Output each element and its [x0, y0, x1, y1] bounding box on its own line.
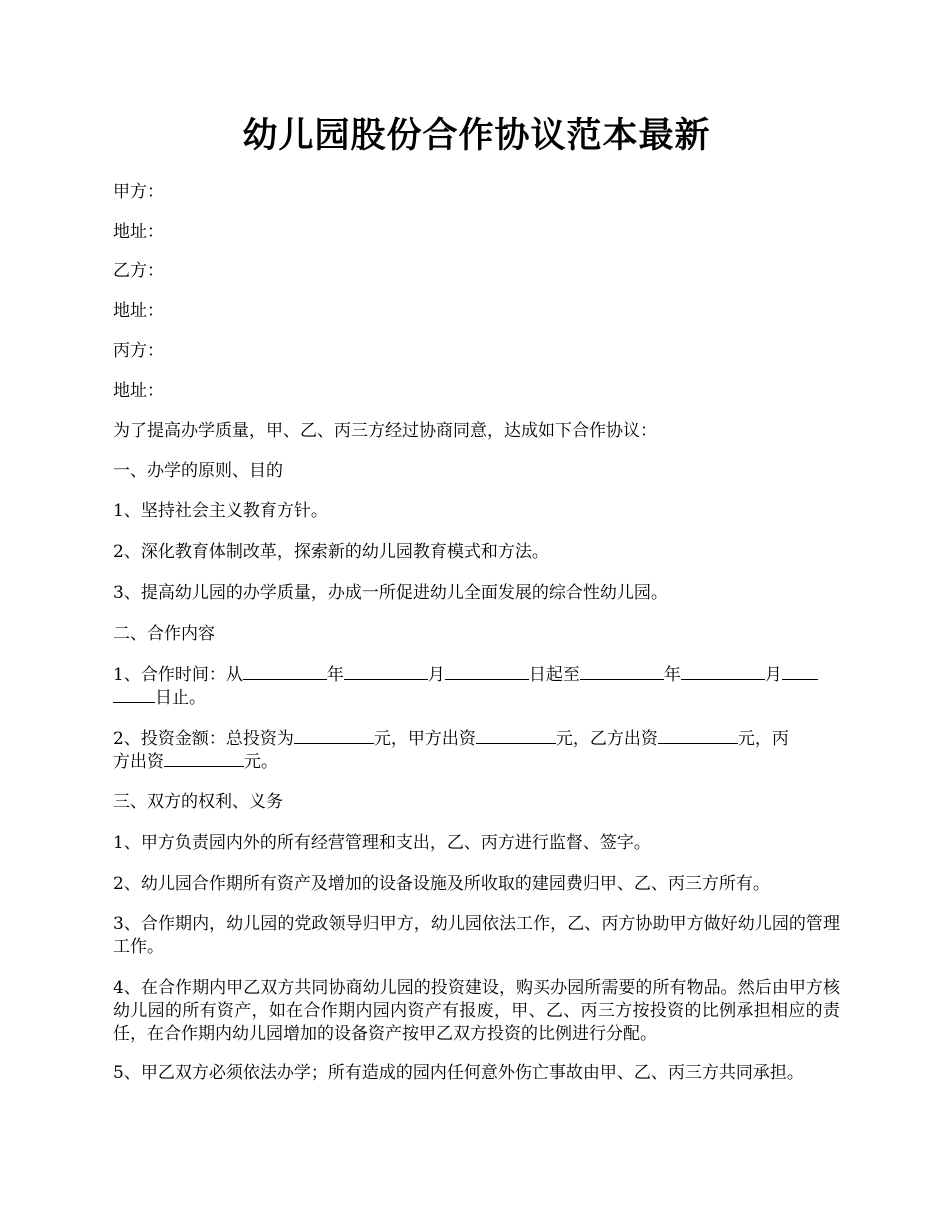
section-2-heading: 二、合作内容: [113, 624, 215, 644]
investment-line2-prefix: 方出资: [113, 752, 164, 772]
section-1-item: 2、深化教育体制改革，探索新的幼儿园教育模式和方法。: [113, 542, 549, 562]
investment-yuan-b: 元，乙方出资: [555, 729, 658, 749]
term-prefix: 1、合作时间：从: [113, 665, 243, 685]
term-month-1: 月: [427, 665, 445, 685]
section-1-item: 1、坚持社会主义教育方针。: [113, 501, 328, 521]
section-1-item: 3、提高幼儿园的办学质量，办成一所促进幼儿全面发展的综合性幼儿园。: [113, 583, 668, 603]
section-3-item: 1、甲方负责园内外的所有经营管理和支出，乙、丙方进行监督、签字。: [113, 833, 651, 853]
investment-line-1: [113, 726, 840, 751]
section-3-item: 3、合作期内，幼儿园的党政领导归甲方，幼儿园依法工作，乙、丙方协助甲方做好幼儿园的管理工作。: [113, 914, 840, 957]
section-3-item: 5、甲乙双方必须依法办学；所有造成的园内任何意外伤亡事故由甲、乙、丙三方共同承担。: [113, 1063, 804, 1083]
party-a-label: 甲方：: [113, 182, 164, 202]
intro-paragraph: 为了提高办学质量，甲、乙、丙三方经过协商同意，达成如下合作协议：: [113, 421, 657, 441]
section-1-heading: 一、办学的原则、目的: [113, 461, 283, 481]
party-b-address-label: 地址：: [113, 301, 164, 321]
start-month-blank[interactable]: [344, 662, 428, 680]
section-3-item: 4、在合作期内甲乙双方共同协商幼儿园的投资建设，购买办园所需要的所有物品。然后由甲方核幼儿园的所有资产，如在合作期内园内资产有报废，甲、乙、丙三方按投资的比例承担相应的责任，在合作期内幼儿园增加的设备资产按甲乙双方投资的比例进行分配。: [113, 978, 840, 1044]
party-a-investment-blank[interactable]: [476, 726, 556, 744]
party-c-address-label: 地址：: [113, 381, 164, 401]
investment-yuan-c: 元，丙: [737, 729, 789, 749]
investment-prefix: 2、投资金额：总投资为: [113, 729, 294, 749]
party-c-label: 丙方：: [113, 341, 164, 361]
investment-end: 元。: [244, 752, 278, 772]
investment-line-2: [113, 749, 840, 774]
end-day-blank-part-2[interactable]: [113, 685, 155, 703]
section-3-heading: 三、双方的权利、义务: [113, 792, 283, 812]
section-3-item: 2、幼儿园合作期所有资产及增加的设备设施及所收取的建园费归甲、乙、丙三方所有。: [113, 874, 770, 894]
end-day-blank-part-1[interactable]: [782, 662, 818, 680]
party-a-address-label: 地址：: [113, 222, 164, 242]
term-year-2: 年: [663, 665, 681, 685]
end-year-blank[interactable]: [580, 662, 664, 680]
term-end: 日止。: [155, 688, 206, 708]
end-month-blank[interactable]: [681, 662, 765, 680]
party-c-investment-blank[interactable]: [164, 749, 244, 767]
cooperation-term-line-2: [113, 685, 840, 710]
cooperation-term-line-1: [113, 662, 840, 687]
start-year-blank[interactable]: [243, 662, 327, 680]
term-day-1: 日起至: [528, 665, 580, 685]
party-b-investment-blank[interactable]: [658, 726, 738, 744]
total-investment-blank[interactable]: [294, 726, 374, 744]
term-month-2: 月: [764, 665, 782, 685]
investment-yuan-a: 元，甲方出资: [373, 729, 476, 749]
document-title: 幼儿园股份合作协议范本最新: [242, 115, 711, 156]
party-b-label: 乙方：: [113, 261, 164, 281]
term-year-1: 年: [326, 665, 344, 685]
start-day-blank[interactable]: [445, 662, 529, 680]
